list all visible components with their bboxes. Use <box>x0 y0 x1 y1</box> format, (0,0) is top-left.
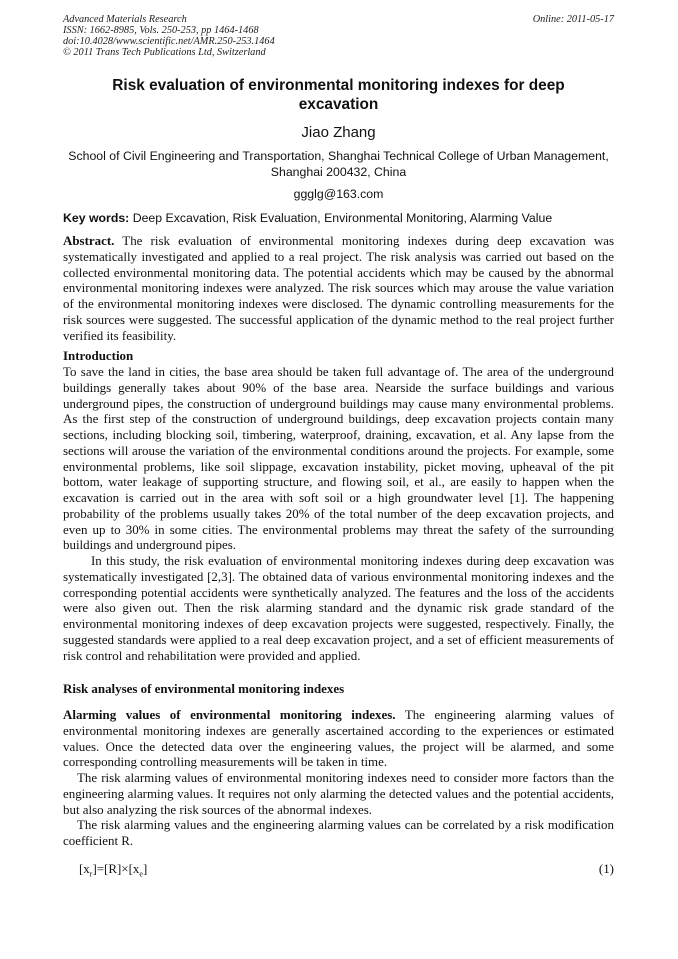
equation-body: $[x_r]=[R]\times[x_e]$ <box>79 860 148 879</box>
alarming-values-label: Alarming values of environmental monitoring indexes. <box>63 707 396 722</box>
paper-title: Risk evaluation of environmental monitoring indexes for deep excavation <box>112 77 565 113</box>
keywords-label: Key words: <box>63 211 130 225</box>
abstract <box>63 233 614 343</box>
issn-line: ISSN: 1662-8985, Vols. 250-253, pp 1464-1468 <box>63 25 259 36</box>
doi-line: doi:10.4028/www.scientific.net/AMR.250-253.1464 <box>63 36 275 47</box>
journal-header <box>63 14 614 58</box>
affiliation: School of Civil Engineering and Transportation, Shanghai Technical College of Urban Management, Shanghai 200432, China <box>68 149 609 179</box>
introduction-paragraph-2: In this study, the risk evaluation of environmental monitoring indexes during deep excavation was systematically investigated [2,3]. The obtained data of various environmental monitoring indexes and the corresponding potential accidents were synthetically analyzed. The features and the loss of the accidents were also given out. Then the risk alarming standard and the dynamic risk grade standard of the environmental monitoring indexes of deep excavation projects were suggested, respectively. Finally, the suggested standards were applied to a real deep excavation project, and a set of efficient measurements of risk control and rehabilitation were provided and applied. <box>63 553 614 663</box>
introduction-paragraph-1: To save the land in cities, the base area should be taken full advantage of. The area of the underground buildings generally takes about 90% of the base area. Nearside the surface buildings and various underground pipes, the construction of underground buildings may cause many environmental problems. As the first step of the construction of underground buildings, deep excavation projects contain many sections, including blocking soil, timbering, waterproof, draining, excavation, et al. Any lapse from the sections will arouse the variation of the environmental conditions around the projects. For example, some environmental problems, like soil slippage, excavation instability, picket moving, upheaval of the pit bottom, water leakage of supporting structure, and flowing soil, et al., are easily to happen when the excavation is carried out in the area with soft soil or a high groundwater level [1]. The happening probability of the problems usually takes 20% of the total number of the deep excavation projects, and even up to 30% in some cities. The environmental problems may threat the safety of the surrounding buildings and underground pipes. <box>63 364 614 553</box>
equation-number: (1) <box>598 860 614 876</box>
abstract-label: Abstract. <box>63 233 115 248</box>
abstract-text: The risk evaluation of environmental monitoring indexes during deep excavation was systematically investigated and applied to a real project. The risk analysis was carried out based on the collected environmental monitoring data. The potential accidents which may be caused by the abnormal environmental monitoring indexes were analyzed. The risk sources which may arouse the value variation of the environmental monitoring indexes were disclosed. The dynamic controlling measurements for the risk sources were suggested. The successful application of the dynamic method to the real project further verified its feasibility. <box>63 233 614 343</box>
risk-correlation-paragraph: The risk alarming values and the engineering alarming values can be correlated by a risk modification coefficient R. <box>63 817 614 848</box>
keywords <box>63 210 614 226</box>
keywords-text: Deep Excavation, Risk Evaluation, Environmental Monitoring, Alarming Value <box>129 211 553 225</box>
copyright-line: © 2011 Trans Tech Publications Ltd, Switzerland <box>63 47 266 58</box>
introduction-heading: Introduction <box>63 348 134 364</box>
paper-page <box>63 14 614 882</box>
risk-alarming-paragraph: The risk alarming values of environmental monitoring indexes need to consider more factors than the engineering alarming values. It requires not only alarming the detected values and the potential accidents, but also analyzing the risk sources of the abnormal indexes. <box>63 770 614 817</box>
risk-analyses-heading: Risk analyses of environmental monitoring indexes <box>63 681 345 697</box>
equation-1 <box>63 861 614 883</box>
author-name: Jiao Zhang <box>301 124 376 141</box>
journal-name: Advanced Materials Research <box>63 14 187 25</box>
author-email: ggglg@163.com <box>293 187 384 201</box>
alarming-values-paragraph <box>63 707 614 770</box>
alarming-values-text: The engineering alarming values of environmental monitoring indexes are generally ascertained according to the experiences or estimated values. Once the detected data over the engineering values, the project will be alarmed, and some corresponding controlling measurements will be taken in time. <box>63 707 615 770</box>
online-date: Online: 2011-05-17 <box>532 14 614 25</box>
